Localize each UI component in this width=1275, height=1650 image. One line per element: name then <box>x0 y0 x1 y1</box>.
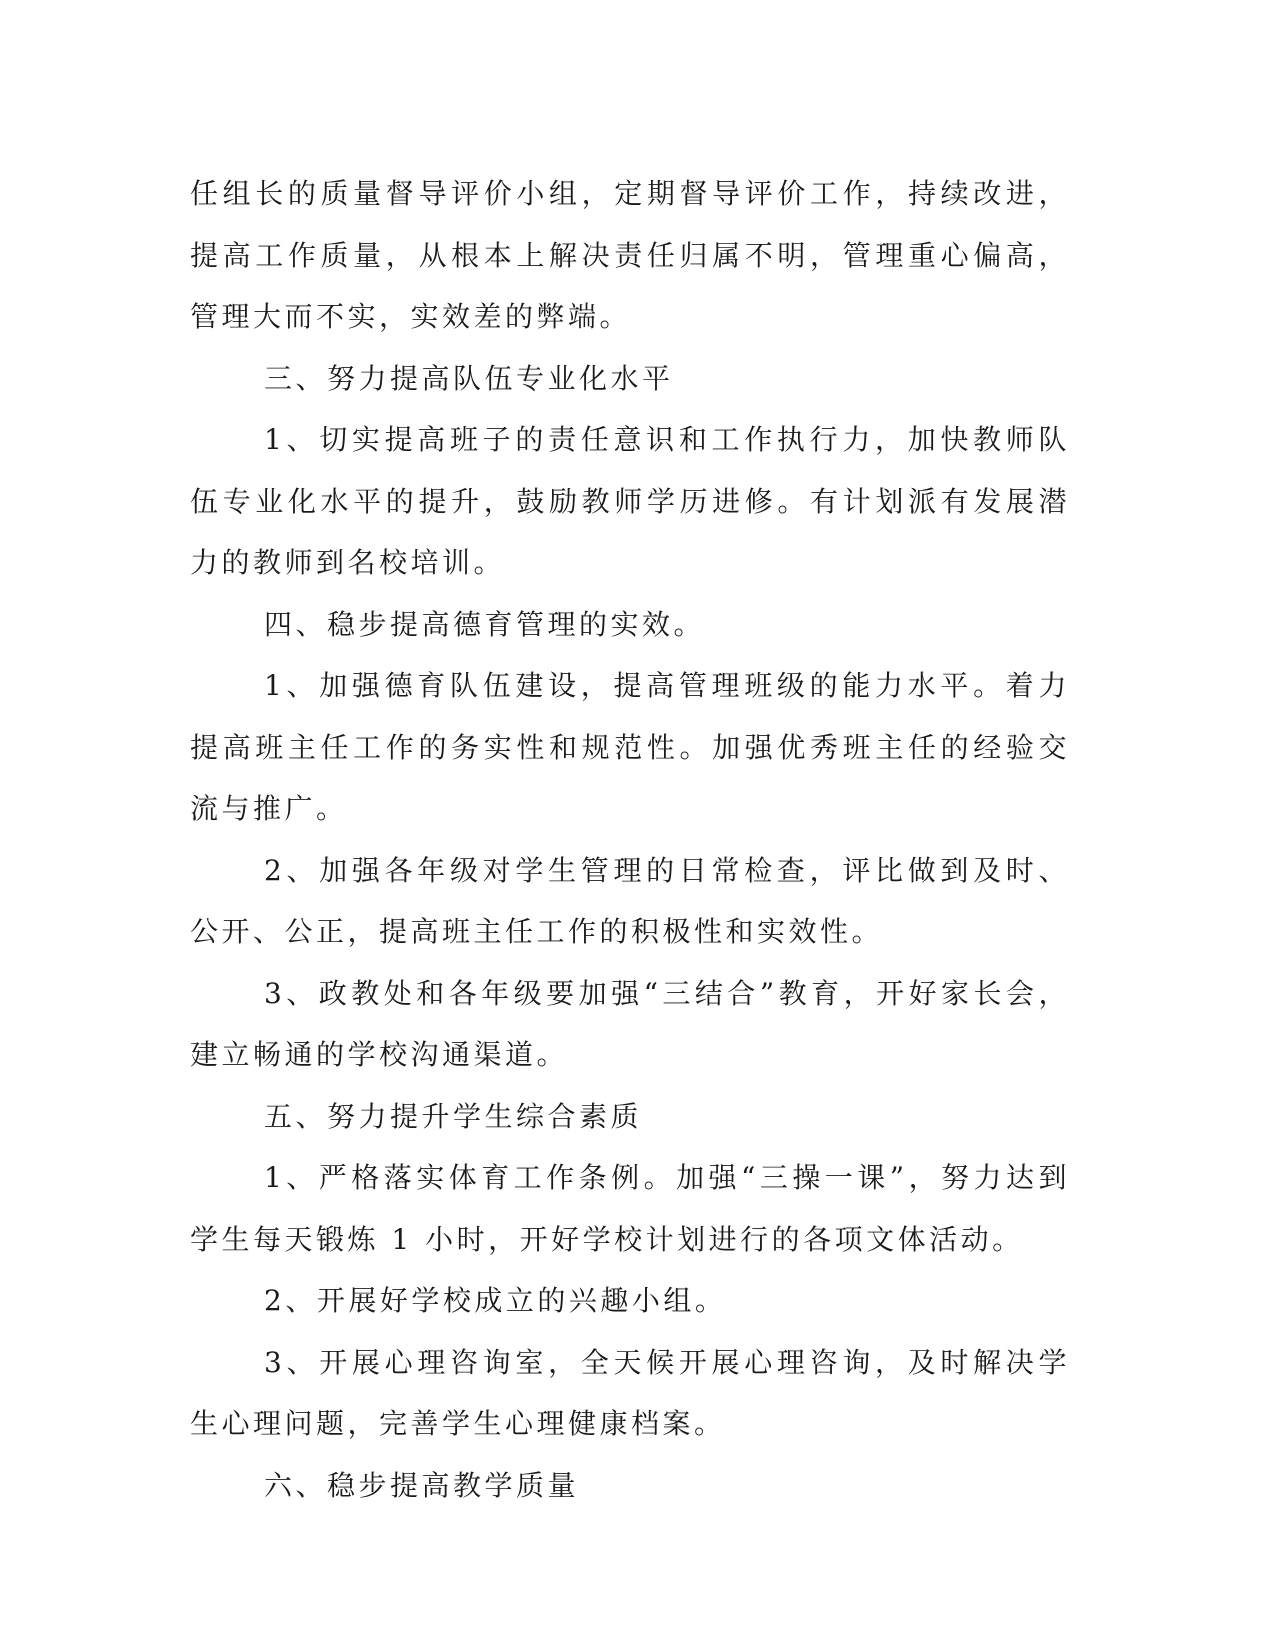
paragraph-item: 1、切实提高班子的责任意识和工作执行力，加快教师队伍专业化水平的提升，鼓励教师学历进修。有计划派有发展潜力的教师到名校培训。 <box>190 423 1070 579</box>
paragraph-item: 3、政教处和各年级要加强“三结合”教育，开好家长会，建立畅通的学校沟通渠道。 <box>190 976 1070 1071</box>
section-heading-six: 六、稳步提高教学质量 <box>264 1468 580 1502</box>
paragraph-item: 1、严格落实体育工作条例。加强“三操一课”，努力达到学生每天锻炼 1 小时，开好学校计划进行的各项文体活动。 <box>190 1161 1070 1256</box>
section-heading-three: 三、努力提高队伍专业化水平 <box>264 361 674 395</box>
section-heading-four: 四、稳步提高德育管理的实效。 <box>264 607 706 641</box>
section-heading-five: 五、努力提升学生综合素质 <box>264 1099 643 1133</box>
paragraph-item: 2、开展好学校成立的兴趣小组。 <box>264 1284 727 1317</box>
paragraph-item: 3、开展心理咨询室，全天候开展心理咨询，及时解决学生心理问题，完善学生心理健康档案。 <box>190 1345 1070 1440</box>
paragraph-item: 1、加强德育队伍建设，提高管理班级的能力水平。着力提高班主任工作的务实性和规范性。加强优秀班主任的经验交流与推广。 <box>190 669 1070 825</box>
paragraph-continuation: 任组长的质量督导评价小组，定期督导评价工作，持续改进，提高工作质量，从根本上解决责任归属不明，管理重心偏高，管理大而不实，实效差的弊端。 <box>190 177 1070 333</box>
paragraph-item: 2、加强各年级对学生管理的日常检查，评比做到及时、公开、公正，提高班主任工作的积极性和实效性。 <box>190 853 1070 948</box>
document-body <box>190 163 1070 1516</box>
